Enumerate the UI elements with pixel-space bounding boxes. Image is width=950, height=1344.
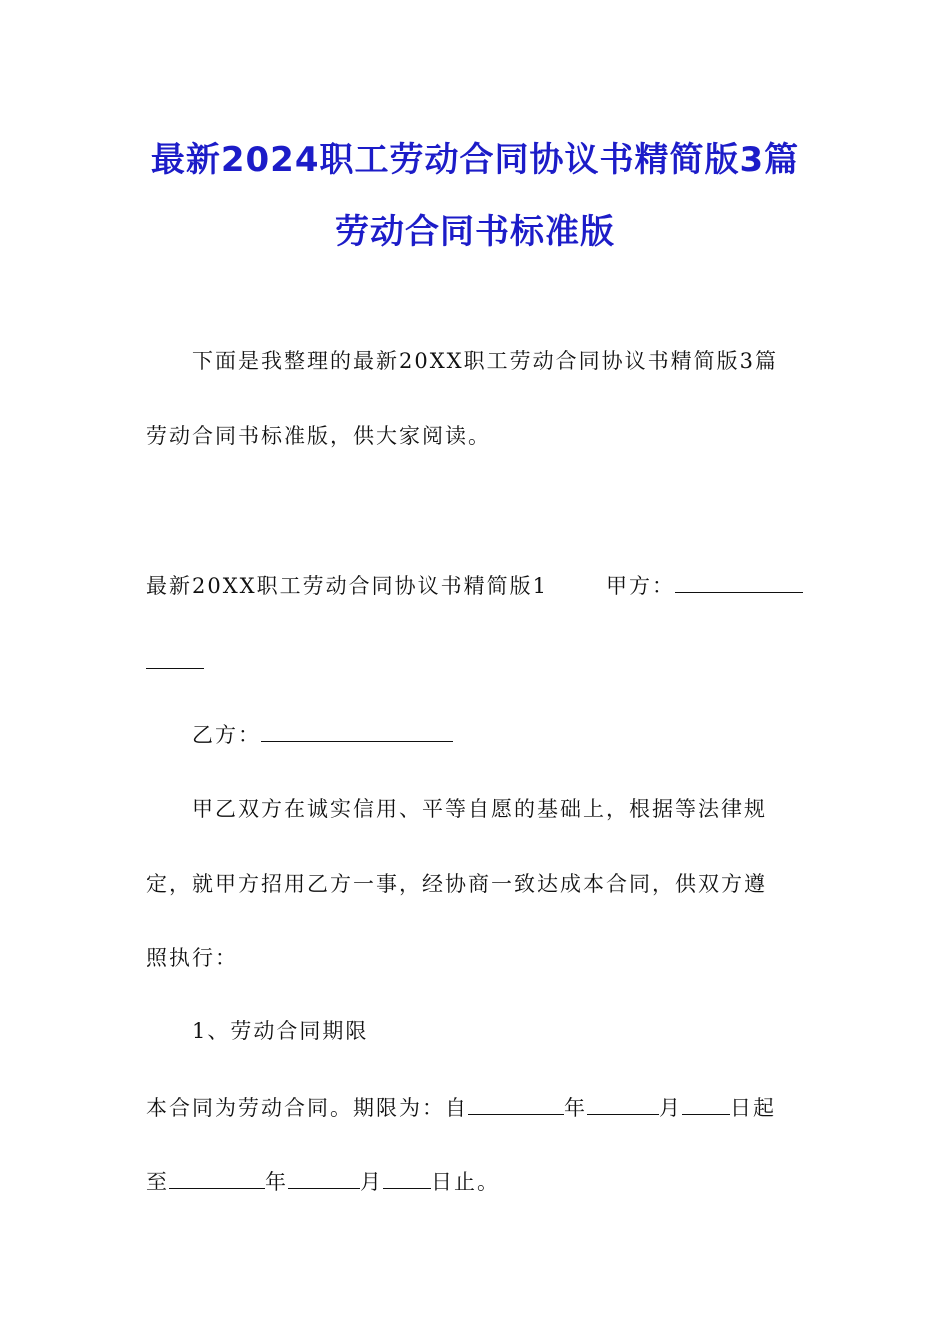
term-to-row <box>146 1166 500 1197</box>
from-day-label: 日起 <box>730 1096 776 1120</box>
term-from-row <box>146 1092 776 1123</box>
section-heading-row <box>146 570 803 601</box>
term-to-label: 至 <box>146 1170 169 1194</box>
paragraph1-line2: 定，就甲方招用乙方一事，经协商一致达成本合同，供双方遵 <box>146 872 767 896</box>
to-month-label: 月 <box>360 1170 383 1194</box>
party-a-blank <box>675 570 803 593</box>
paragraph1-line1: 甲乙双方在诚实信用、平等自愿的基础上，根据等法律规 <box>192 797 767 821</box>
from-year-label: 年 <box>564 1096 587 1120</box>
document-title-line2: 劳动合同书标准版 <box>335 212 615 252</box>
party-a-blank-continued-row <box>146 646 204 677</box>
party-b-blank <box>261 719 453 742</box>
from-day-blank <box>682 1092 730 1115</box>
from-month-label: 月 <box>659 1096 682 1120</box>
document-title-line1: 最新2024职工劳动合同协议书精简版3篇 <box>150 140 800 180</box>
intro-line1: 下面是我整理的最新20XX职工劳动合同协议书精简版3篇 <box>192 349 778 373</box>
party-b-row <box>192 719 453 750</box>
to-month-blank <box>288 1166 360 1189</box>
paragraph1-line3: 照执行： <box>146 946 238 970</box>
party-a-blank-continued <box>146 646 204 669</box>
from-year-blank <box>468 1092 564 1115</box>
to-day-blank <box>383 1166 431 1189</box>
term-prefix: 本合同为劳动合同。期限为：自 <box>146 1096 468 1120</box>
clause1-heading: 1、劳动合同期限 <box>192 1019 369 1043</box>
party-b-label: 乙方： <box>192 723 261 747</box>
to-year-blank <box>169 1166 265 1189</box>
section-heading: 最新20XX职工劳动合同协议书精简版1 <box>146 574 548 598</box>
intro-line2: 劳动合同书标准版，供大家阅读。 <box>146 424 491 448</box>
to-year-label: 年 <box>265 1170 288 1194</box>
party-a-label: 甲方： <box>605 574 675 598</box>
from-month-blank <box>587 1092 659 1115</box>
to-day-label: 日止。 <box>431 1170 500 1194</box>
